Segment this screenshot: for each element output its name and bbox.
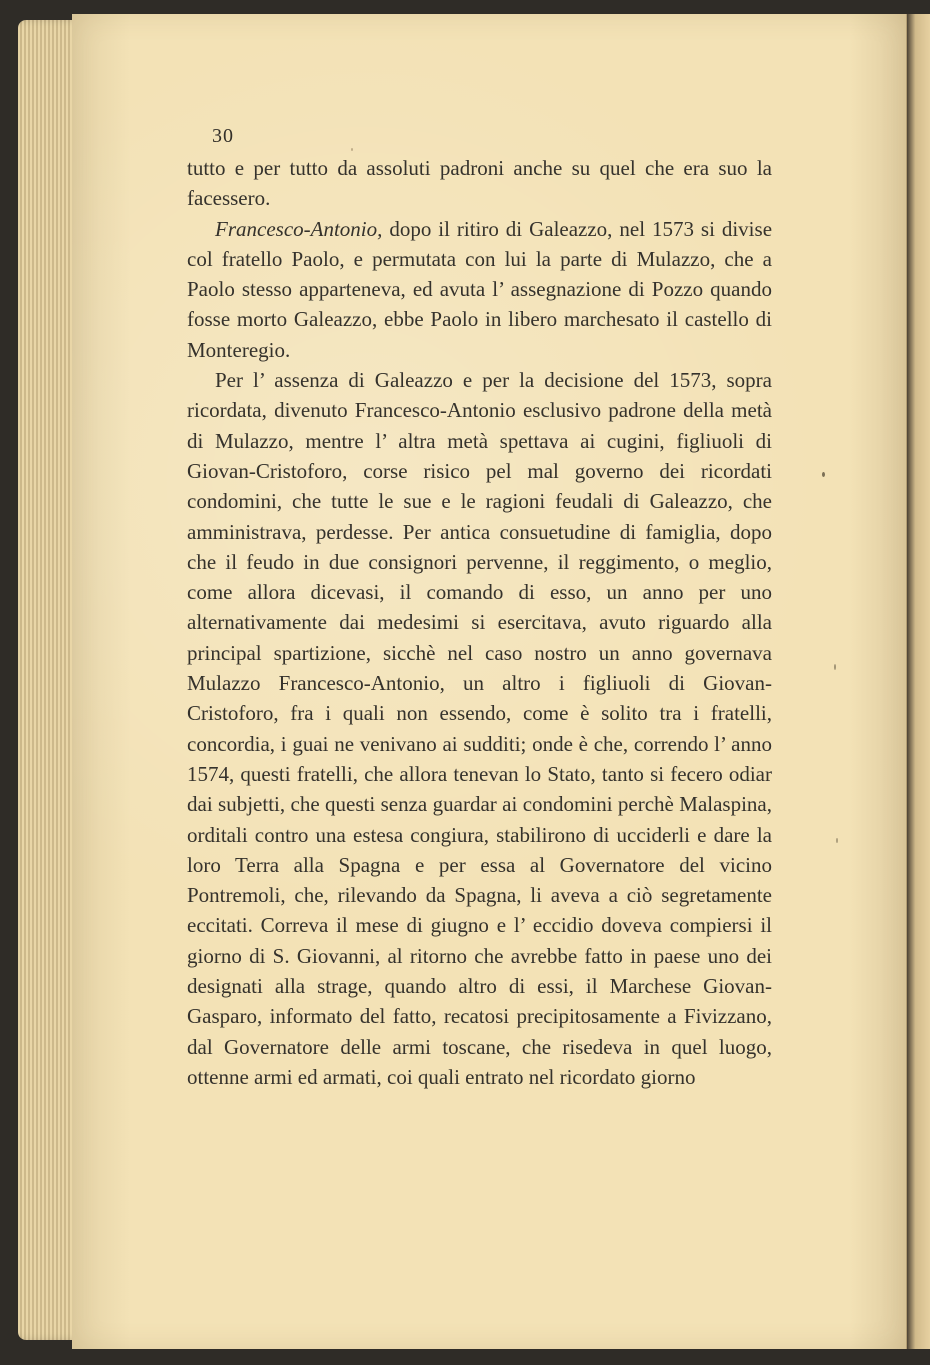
paragraph-2 xyxy=(187,214,772,365)
paragraph-1: tutto e per tutto da assoluti padroni anche su quel che era suo la facessero. xyxy=(187,156,772,211)
paper-speck xyxy=(351,148,353,151)
adjacent-page-edge xyxy=(906,14,930,1349)
page-number: 30 xyxy=(212,125,234,147)
paper-speck xyxy=(836,838,838,843)
paragraph-3: Per l’ assenza di Galeazzo e per la decisione del 1573, sopra ricordata, divenuto Francesco-Antonio esclusivo padrone della metà di Mulazzo, mentre l’ altra metà spettava ai cugini, figliuoli di Giovan-Cristoforo, corse risico pel mal governo dei ricordati condomini, che tutte le sue e le ragioni feudali di Galeazzo, che amministrava, perdesse. Per antica consuetudine di famiglia, dopo che il feudo in due consignori pervenne, il reggimento, o meglio, come allora dicevasi, il comando di esso, un anno per uno alternativamente dai medesimi si esercitava, avuto riguardo alla principal spartizione, sicchè nel caso nostro un anno governava Mulazzo Francesco-Antonio, un altro i figliuoli di Giovan-Cristoforo, fra i quali non essendo, come è solito tra i fratelli, concordia, i guai ne venivano ai sudditi; onde è che, correndo l’ anno 1574, questi fratelli, che allora tenevan lo Stato, tanto si fecero odiar dai subjetti, che questi senza guardar ai condomini perchè Malaspina, orditali contro una estesa congiura, stabilirono di ucciderli e dare la loro Terra alla Spagna e per essa al Governatore del vicino Pontremoli, che, rilevando da Spagna, li aveva a ciò segretamente eccitati. Correva il mese di giugno e l’ eccidio doveva compiersi il giorno di S. Giovanni, al ritorno che avrebbe fatto in paese uno dei designati alla strage, quando altro di essi, il Marchese Giovan-Gasparo, informato del fatto, recatosi precipitosamente a Fivizzano, dal Governatore delle armi toscane, che risedeva in quel luogo, ottenne armi ed armati, coi quali entrato nel ricordato giorno xyxy=(187,368,772,1089)
italic-name-lead: Francesco-Antonio, xyxy=(215,216,383,241)
paper-speck xyxy=(822,472,825,477)
page-text-block xyxy=(187,153,772,1092)
paper-speck xyxy=(834,664,836,670)
paragraph-2-body: dopo il ritiro di Galeazzo, nel 1573 si divise col fratello Paolo, e permutata con lui la parte di Mulazzo, che a Paolo stesso apparteneva, ed avuta l’ assegnazione di Pozzo quando fosse morto Galeazzo, ebbe Paolo in libero marchesato il castello di Monteregio. xyxy=(187,216,773,362)
